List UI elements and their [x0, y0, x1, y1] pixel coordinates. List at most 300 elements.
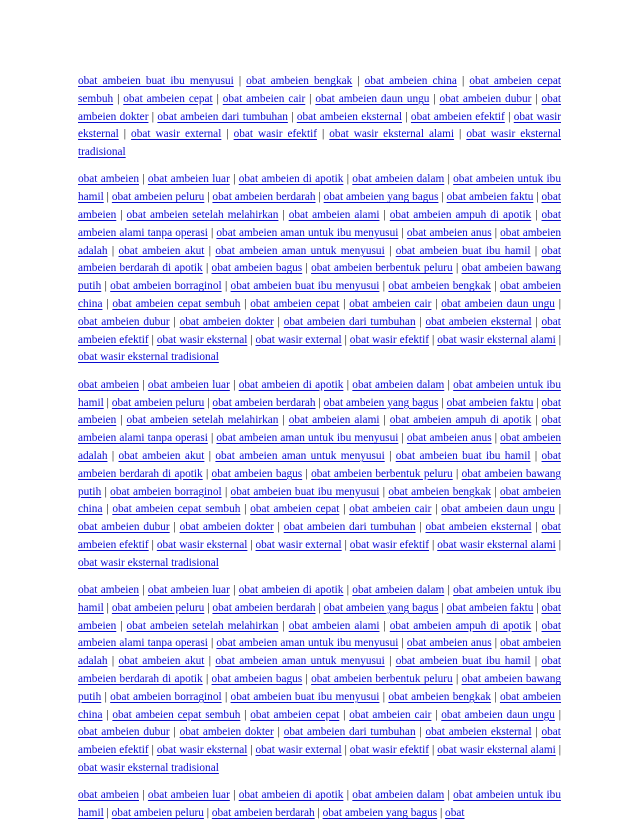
keyword-link[interactable]: obat ambeien bengkak: [388, 485, 492, 498]
link-separator: |: [339, 503, 350, 516]
keyword-link[interactable]: obat ambeien eksternal: [425, 726, 532, 739]
link-separator: |: [398, 226, 407, 239]
keyword-link[interactable]: obat ambeien faktu: [446, 396, 534, 409]
keyword-link[interactable]: obat ambeien efektif: [410, 110, 505, 123]
link-separator: |: [531, 726, 542, 739]
link-separator: |: [139, 378, 148, 391]
link-separator: |: [315, 601, 324, 614]
link-separator: |: [491, 432, 501, 445]
link-separator: |: [555, 744, 561, 757]
keyword-link[interactable]: obat ambeien berbentuk peluru: [311, 467, 453, 480]
link-separator: |: [452, 467, 462, 480]
keyword-link[interactable]: obat ambeien yang bagus: [323, 396, 439, 409]
link-separator: |: [456, 75, 470, 87]
link-separator: |: [148, 110, 158, 123]
keyword-link[interactable]: obat ambeien aman untuk ibu menyusui: [216, 226, 399, 239]
link-separator: |: [315, 396, 324, 409]
keyword-link[interactable]: obat ambeien daun ungu: [441, 708, 555, 721]
link-separator: |: [398, 637, 407, 650]
link-separator: |: [531, 209, 542, 222]
link-separator: |: [101, 690, 111, 703]
link-separator: |: [339, 708, 350, 721]
link-separator: |: [384, 655, 396, 668]
link-separator: |: [207, 637, 217, 650]
link-separator: |: [438, 601, 447, 614]
keyword-link[interactable]: obat wasir eksternal tradisional: [78, 128, 561, 159]
keyword-link[interactable]: obat ambeien efektif: [78, 315, 561, 346]
link-separator: |: [429, 92, 440, 105]
keyword-link[interactable]: obat ambeien bengkak: [246, 75, 353, 87]
keyword-link[interactable]: obat ambeien peluru: [111, 807, 204, 820]
link-separator: |: [339, 298, 350, 311]
keyword-link[interactable]: obat ambeien cepat sembuh: [78, 75, 562, 105]
link-separator: |: [240, 708, 251, 721]
link-separator: |: [379, 209, 390, 222]
keyword-link[interactable]: obat ambeien dalam: [352, 173, 445, 186]
link-separator: |: [221, 280, 231, 293]
link-separator: |: [233, 75, 247, 87]
link-separator: |: [444, 173, 454, 186]
keyword-link[interactable]: obat ambeien di apotik: [238, 378, 344, 391]
link-separator: |: [452, 262, 462, 275]
keyword-link[interactable]: obat ambeien adalah: [78, 432, 562, 462]
keyword-link[interactable]: obat wasir efektif: [349, 744, 430, 757]
link-paragraph-3: [78, 377, 561, 573]
keyword-link[interactable]: obat ambeien bawang putih: [78, 262, 562, 293]
keyword-link[interactable]: obat ambeien aman untuk menyusui: [215, 655, 385, 668]
keyword-link[interactable]: obat ambeien adalah: [78, 226, 562, 257]
link-separator: |: [438, 191, 447, 204]
keyword-link[interactable]: obat ambeien berdarah di apotik: [78, 655, 561, 685]
keyword-link[interactable]: obat ambeien dokter: [78, 92, 561, 123]
link-separator: |: [531, 521, 542, 534]
link-separator: |: [317, 128, 330, 141]
link-separator: |: [240, 503, 251, 516]
link-separator: |: [169, 521, 180, 534]
keyword-link[interactable]: obat ambeien: [78, 396, 561, 427]
link-separator: |: [531, 315, 542, 328]
link-separator: |: [531, 414, 542, 427]
keyword-link[interactable]: obat ambeien china: [78, 485, 562, 516]
keyword-link[interactable]: obat ambeien adalah: [78, 637, 562, 668]
keyword-link[interactable]: obat ambeien borraginol: [110, 280, 222, 293]
keyword-link[interactable]: obat ambeien cepat: [123, 92, 213, 105]
link-separator: |: [302, 262, 312, 275]
document-page: [78, 73, 561, 832]
link-separator: |: [207, 432, 217, 445]
link-separator: |: [103, 601, 112, 614]
link-paragraph-2: [78, 171, 561, 367]
keyword-link[interactable]: obat ambeien cair: [349, 708, 432, 721]
keyword-link[interactable]: obat ambeien berdarah di apotik: [78, 449, 561, 480]
keyword-link[interactable]: obat ambeien yang bagus: [323, 601, 439, 614]
link-separator: |: [107, 449, 119, 462]
link-separator: |: [384, 244, 396, 257]
keyword-link[interactable]: obat ambeien china: [78, 280, 562, 311]
link-separator: |: [530, 449, 542, 462]
link-separator: |: [429, 744, 438, 757]
link-separator: |: [202, 673, 212, 685]
link-separator: |: [212, 92, 223, 105]
link-separator: |: [554, 708, 561, 721]
link-separator: |: [491, 226, 501, 239]
link-separator: |: [118, 128, 132, 141]
keyword-link[interactable]: obat ambeien: [78, 191, 561, 222]
link-separator: |: [169, 315, 180, 328]
link-separator: |: [273, 315, 284, 328]
keyword-link[interactable]: obat ambeien dari tumbuhan: [283, 521, 416, 534]
link-separator: |: [247, 538, 256, 551]
link-separator: |: [554, 298, 561, 311]
keyword-link[interactable]: obat ambeien bagus: [211, 467, 303, 480]
keyword-link[interactable]: obat ambeien borraginol: [110, 690, 222, 703]
keyword-link[interactable]: obat ambeien berdarah: [212, 601, 316, 614]
link-separator: |: [116, 209, 127, 222]
keyword-link[interactable]: obat ambeien setelah melahirkan: [126, 414, 279, 427]
link-separator: |: [204, 449, 216, 462]
link-separator: |: [491, 485, 500, 498]
keyword-link[interactable]: obat ambeien di apotik: [238, 173, 344, 186]
keyword-link[interactable]: obat wasir eksternal tradisional: [78, 556, 219, 569]
link-separator: |: [221, 690, 231, 703]
link-separator: |: [229, 173, 239, 186]
keyword-link[interactable]: obat ambeien yang bagus: [323, 191, 439, 204]
keyword-link[interactable]: obat ambeien alami tanpa operasi: [78, 209, 561, 239]
keyword-link[interactable]: obat wasir external: [255, 333, 342, 346]
keyword-link[interactable]: obat ambeien: [78, 378, 140, 391]
link-separator: |: [116, 414, 127, 427]
link-separator: |: [314, 807, 323, 820]
keyword-link[interactable]: obat ambeien buat ibu menyusui: [230, 280, 380, 293]
link-separator: |: [415, 521, 426, 534]
keyword-link[interactable]: obat wasir efektif: [349, 538, 430, 551]
keyword-link[interactable]: obat ambeien: [78, 789, 140, 802]
keyword-link[interactable]: obat ambeien untuk ibu hamil: [78, 584, 561, 614]
link-separator: |: [139, 789, 148, 802]
link-separator: |: [107, 655, 119, 668]
link-separator: |: [379, 485, 389, 498]
link-separator: |: [444, 584, 454, 597]
link-separator: |: [533, 191, 542, 204]
keyword-link[interactable]: obat ambeien bagus: [211, 673, 303, 685]
link-separator: |: [107, 244, 119, 257]
keyword-link[interactable]: obat ambeien untuk ibu hamil: [78, 173, 561, 204]
keyword-link[interactable]: obat ambeien cepat sembuh: [112, 708, 241, 721]
link-separator: |: [429, 538, 438, 551]
link-separator: |: [148, 744, 157, 757]
link-separator: |: [273, 521, 284, 534]
keyword-link[interactable]: obat ambeien eksternal: [425, 315, 532, 328]
link-separator: |: [533, 601, 542, 614]
keyword-link[interactable]: obat ambeien cair: [349, 298, 432, 311]
keyword-link[interactable]: obat ambeien eksternal: [425, 521, 532, 534]
keyword-link[interactable]: obat ambeien alami: [288, 619, 380, 632]
keyword-link[interactable]: obat ambeien china: [78, 690, 562, 721]
keyword-link[interactable]: obat ambeien berdarah di apotik: [78, 244, 561, 275]
keyword-link[interactable]: obat ambeien buat ibu menyusui: [78, 75, 234, 87]
keyword-link[interactable]: obat ambeien daun ungu: [441, 298, 555, 311]
link-separator: |: [530, 244, 542, 257]
keyword-link[interactable]: obat ambeien alami tanpa operasi: [78, 414, 561, 445]
link-separator: |: [555, 538, 561, 551]
keyword-link[interactable]: obat ambeien di apotik: [238, 584, 344, 597]
keyword-link[interactable]: obat ambeien aman untuk menyusui: [215, 244, 385, 257]
keyword-link[interactable]: obat ambeien anus: [406, 432, 492, 445]
link-separator: |: [444, 378, 454, 391]
keyword-link[interactable]: obat ambeien dubur: [78, 315, 170, 328]
link-separator: |: [221, 485, 231, 498]
keyword-link[interactable]: obat wasir eksternal alami: [437, 744, 556, 757]
link-separator: |: [415, 726, 426, 739]
link-separator: |: [240, 298, 251, 311]
keyword-link[interactable]: obat wasir eksternal: [156, 744, 248, 757]
keyword-link[interactable]: obat ambeien ampuh di apotik: [389, 619, 532, 632]
keyword-link[interactable]: obat wasir eksternal alami: [437, 538, 556, 551]
keyword-link[interactable]: obat ambeien anus: [406, 226, 492, 239]
keyword-link[interactable]: obat ambeien faktu: [446, 191, 534, 204]
keyword-link[interactable]: obat ambeien setelah melahirkan: [126, 619, 279, 632]
keyword-link[interactable]: obat ambeien borraginol: [110, 485, 222, 498]
link-separator: |: [530, 655, 542, 668]
link-separator: |: [343, 789, 353, 802]
keyword-link[interactable]: obat ambeien berbentuk peluru: [311, 262, 453, 275]
link-separator: |: [273, 726, 284, 739]
keyword-link[interactable]: obat ambeien peluru: [111, 396, 205, 409]
keyword-link[interactable]: obat ambeien setelah melahirkan: [126, 209, 279, 222]
keyword-link[interactable]: obat ambeien untuk ibu hamil: [78, 789, 561, 820]
keyword-link[interactable]: obat ambeien buat ibu hamil: [395, 655, 531, 668]
link-separator: |: [343, 584, 353, 597]
keyword-link[interactable]: obat ambeien bagus: [211, 262, 303, 275]
link-separator: |: [278, 619, 289, 632]
keyword-link[interactable]: obat ambeien cair: [349, 503, 432, 516]
keyword-link[interactable]: obat ambeien di apotik: [238, 789, 344, 802]
link-separator: |: [221, 128, 234, 141]
link-separator: |: [139, 584, 148, 597]
keyword-link[interactable]: obat ambeien: [78, 173, 140, 186]
keyword-link[interactable]: obat ambeien dokter: [179, 726, 274, 739]
link-separator: |: [102, 298, 113, 311]
keyword-link[interactable]: obat ambeien cepat: [250, 503, 340, 516]
keyword-link[interactable]: obat wasir eksternal tradisional: [78, 351, 219, 364]
link-separator: |: [343, 173, 353, 186]
keyword-link[interactable]: obat ambeien berdarah: [212, 396, 316, 409]
keyword-link[interactable]: obat ambeien cepat: [250, 298, 340, 311]
keyword-link[interactable]: obat ambeien untuk ibu hamil: [78, 378, 561, 409]
link-separator: |: [531, 92, 542, 105]
link-separator: |: [444, 789, 454, 802]
link-paragraph-4: [78, 582, 561, 778]
keyword-link[interactable]: obat ambeien aman untuk ibu menyusui: [216, 432, 399, 445]
keyword-link[interactable]: obat wasir eksternal: [78, 110, 561, 141]
keyword-link[interactable]: obat ambeien akut: [118, 655, 205, 668]
keyword-link[interactable]: obat ambeien peluru: [111, 191, 205, 204]
keyword-link[interactable]: obat wasir eksternal alami: [437, 333, 556, 346]
link-separator: |: [148, 333, 157, 346]
link-separator: |: [278, 414, 289, 427]
keyword-link[interactable]: obat ambeien dubur: [78, 726, 170, 739]
keyword-link[interactable]: obat ambeien dubur: [78, 521, 170, 534]
keyword-link[interactable]: obat ambeien akut: [118, 449, 205, 462]
link-separator: |: [101, 280, 111, 293]
link-separator: |: [287, 110, 297, 123]
keyword-link[interactable]: obat wasir external: [255, 744, 342, 757]
keyword-link[interactable]: obat ambeien yang bagus: [322, 807, 438, 820]
keyword-link[interactable]: obat ambeien efektif: [78, 726, 561, 757]
keyword-link[interactable]: obat ambeien dokter: [179, 315, 274, 328]
keyword-link[interactable]: obat ambeien cepat: [250, 708, 340, 721]
link-separator: |: [204, 244, 216, 257]
keyword-link[interactable]: obat ambeien cepat sembuh: [112, 298, 241, 311]
keyword-link[interactable]: obat ambeien dalam: [352, 378, 445, 391]
keyword-link[interactable]: obat wasir eksternal: [156, 333, 248, 346]
link-separator: |: [437, 807, 446, 820]
link-separator: |: [431, 503, 442, 516]
link-separator: |: [533, 396, 542, 409]
keyword-link[interactable]: obat ambeien aman untuk menyusui: [215, 449, 385, 462]
link-separator: |: [204, 655, 216, 668]
link-separator: |: [491, 637, 501, 650]
link-separator: |: [229, 584, 239, 597]
keyword-link[interactable]: obat ambeien luar: [147, 378, 230, 391]
keyword-link[interactable]: obat ambeien alami: [288, 209, 380, 222]
link-separator: |: [452, 673, 462, 685]
keyword-link[interactable]: obat ambeien dalam: [352, 584, 445, 597]
link-separator: |: [148, 538, 157, 551]
keyword-link[interactable]: obat ambeien buat ibu hamil: [395, 449, 531, 462]
link-separator: |: [103, 807, 112, 820]
keyword-link[interactable]: obat ambeien dari tumbuhan: [283, 726, 416, 739]
keyword-link[interactable]: obat ambeien cepat sembuh: [112, 503, 241, 516]
keyword-link[interactable]: obat ambeien alami tanpa operasi: [78, 619, 561, 650]
link-separator: |: [202, 262, 212, 275]
keyword-link[interactable]: obat ambeien buat ibu menyusui: [230, 690, 380, 703]
keyword-link[interactable]: obat ambeien china: [364, 75, 457, 87]
link-separator: |: [341, 333, 350, 346]
link-separator: |: [247, 333, 256, 346]
link-separator: |: [431, 298, 442, 311]
keyword-link[interactable]: obat wasir eksternal alami: [329, 128, 455, 141]
keyword-link[interactable]: obat ambeien dari tumbuhan: [283, 315, 416, 328]
link-separator: |: [415, 315, 426, 328]
keyword-link[interactable]: obat ambeien dokter: [179, 521, 274, 534]
keyword-link[interactable]: obat ambeien luar: [147, 789, 230, 802]
link-separator: |: [504, 110, 514, 123]
keyword-link[interactable]: obat ambeien bengkak: [388, 690, 492, 703]
keyword-link[interactable]: obat ambeien daun ungu: [441, 503, 555, 516]
keyword-link[interactable]: obat ambeien bawang putih: [78, 673, 562, 703]
keyword-link[interactable]: obat ambeien ampuh di apotik: [389, 414, 532, 427]
link-separator: |: [169, 726, 180, 739]
link-separator: |: [379, 619, 390, 632]
link-separator: |: [302, 467, 312, 480]
link-separator: |: [379, 280, 389, 293]
link-separator: |: [204, 191, 213, 204]
link-separator: |: [438, 396, 447, 409]
link-separator: |: [229, 378, 239, 391]
keyword-link[interactable]: obat ambeien buat ibu hamil: [395, 244, 531, 257]
link-separator: |: [491, 280, 500, 293]
link-separator: |: [315, 191, 324, 204]
link-separator: |: [102, 503, 113, 516]
link-separator: |: [454, 128, 467, 141]
keyword-link[interactable]: obat ambeien bengkak: [388, 280, 492, 293]
link-separator: |: [101, 485, 111, 498]
link-separator: |: [102, 708, 113, 721]
keyword-link[interactable]: obat wasir efektif: [233, 128, 317, 141]
link-separator: |: [554, 503, 561, 516]
link-separator: |: [203, 807, 212, 820]
keyword-link[interactable]: obat ambeien luar: [147, 584, 230, 597]
link-separator: |: [379, 414, 390, 427]
link-separator: |: [103, 191, 112, 204]
link-separator: |: [116, 619, 127, 632]
keyword-link[interactable]: obat ambeien berbentuk peluru: [311, 673, 453, 685]
link-separator: |: [343, 378, 353, 391]
link-separator: |: [247, 744, 256, 757]
link-separator: |: [429, 333, 438, 346]
keyword-link[interactable]: obat ambeien akut: [118, 244, 205, 257]
keyword-link[interactable]: obat ambeien aman untuk ibu menyusui: [216, 637, 399, 650]
keyword-link[interactable]: obat ambeien ampuh di apotik: [389, 209, 532, 222]
keyword-link[interactable]: obat ambeien luar: [147, 173, 230, 186]
link-separator: |: [431, 708, 442, 721]
keyword-link[interactable]: obat wasir efektif: [349, 333, 430, 346]
keyword-link[interactable]: obat ambeien: [78, 601, 561, 632]
keyword-link[interactable]: obat ambeien alami: [288, 414, 380, 427]
keyword-link[interactable]: obat wasir external: [255, 538, 342, 551]
link-separator: |: [384, 449, 396, 462]
link-separator: |: [204, 601, 213, 614]
keyword-link[interactable]: obat ambeien eksternal: [296, 110, 402, 123]
link-separator: |: [207, 226, 217, 239]
keyword-link[interactable]: obat ambeien efektif: [78, 521, 561, 551]
keyword-link[interactable]: obat ambeien anus: [406, 637, 492, 650]
keyword-link[interactable]: obat ambeien bawang putih: [78, 467, 562, 498]
keyword-link[interactable]: obat ambeien daun ungu: [315, 92, 430, 105]
keyword-link[interactable]: obat ambeien cair: [222, 92, 306, 105]
keyword-link[interactable]: obat wasir eksternal: [156, 538, 248, 551]
link-separator: |: [352, 75, 365, 87]
link-separator: |: [103, 396, 112, 409]
link-separator: |: [531, 619, 542, 632]
link-separator: |: [305, 92, 316, 105]
keyword-link[interactable]: obat wasir external: [131, 128, 222, 141]
link-separator: |: [398, 432, 407, 445]
link-separator: |: [302, 673, 312, 685]
link-separator: |: [202, 467, 212, 480]
link-separator: |: [204, 396, 213, 409]
link-separator: |: [491, 690, 500, 703]
link-separator: |: [555, 333, 561, 346]
keyword-link[interactable]: obat ambeien: [78, 584, 140, 597]
keyword-link[interactable]: obat wasir eksternal tradisional: [78, 761, 219, 774]
link-separator: |: [401, 110, 411, 123]
keyword-link[interactable]: obat ambeien berdarah: [212, 191, 316, 204]
keyword-link[interactable]: obat ambeien dubur: [439, 92, 532, 105]
keyword-link[interactable]: obat ambeien berdarah: [211, 807, 315, 820]
keyword-link[interactable]: obat ambeien faktu: [446, 601, 534, 614]
link-paragraph-1: [78, 73, 561, 162]
link-separator: |: [341, 744, 350, 757]
keyword-link[interactable]: obat ambeien dari tumbuhan: [157, 110, 288, 123]
keyword-link[interactable]: obat ambeien dalam: [352, 789, 445, 802]
link-separator: |: [229, 789, 239, 802]
link-separator: |: [341, 538, 350, 551]
keyword-link[interactable]: obat: [445, 807, 465, 820]
keyword-link[interactable]: obat ambeien buat ibu menyusui: [230, 485, 380, 498]
keyword-link[interactable]: obat ambeien peluru: [111, 601, 205, 614]
